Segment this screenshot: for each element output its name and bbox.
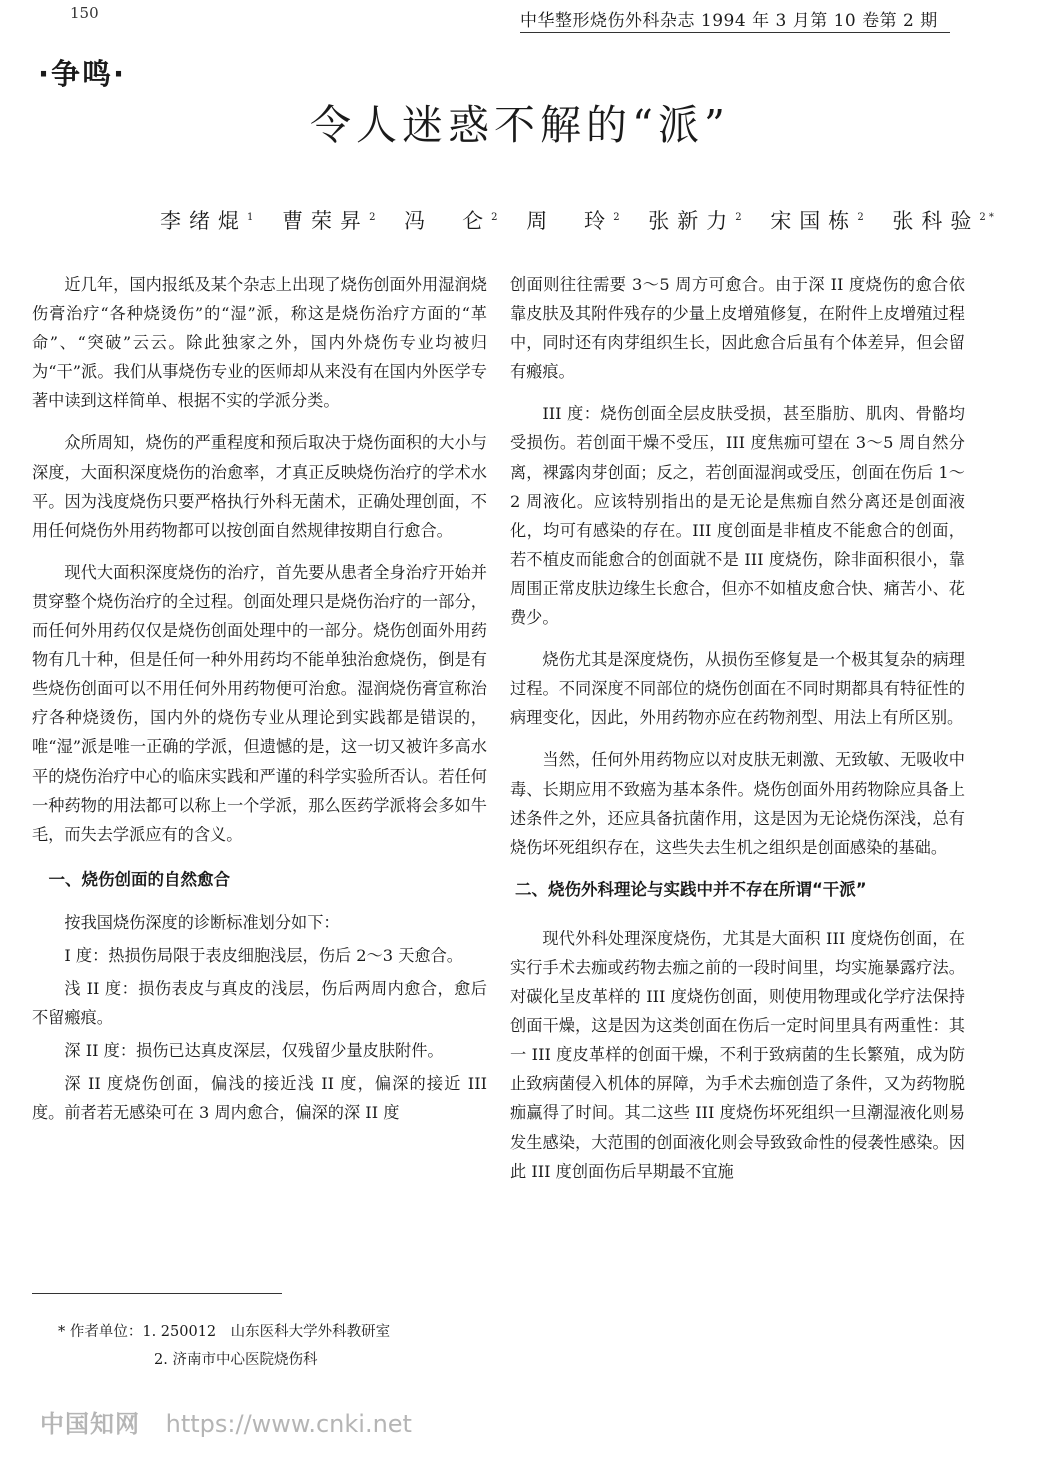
- author-list: [160, 205, 994, 235]
- author-name: 张新力: [648, 209, 736, 233]
- body-paragraph: 深 II 度烧伤创面，偏浅的接近浅 II 度，偏深的接近 III 度。前者若无感染可在 3 周内愈合，偏深的深 II 度: [32, 1074, 487, 1123]
- body-paragraph: 烧伤尤其是深度烧伤，从损伤至修复是一个极其复杂的病理过程。不同深度不同部位的烧伤创面在不同时期都具有特征性的病理变化，因此，外用药物亦应在药物剂型、用法上有所区别。: [510, 650, 965, 728]
- body-paragraph: 现代外科处理深度烧伤，尤其是大面积 III 度烧伤创面，在实行手术去痂或药物去痂之前的一段时间里，均实施暴露疗法。对碳化呈皮革样的 III 度烧伤创面，则使用物理或化学疗法保持创面干燥，这是因为这类创面在伤后一定时间里具有两重性：其一 III 度皮革样的创面干燥，不利于致病菌的生长繁殖，成为防止致病菌侵入机体的屏障，为手术去痂创造了条件，又为药物脱痂赢得了时间。其二这些 III 度烧伤坏死组织一旦潮湿液化则易发生感染，大范围的创面液化则会导致致命性的侵袭性感染。因此 III 度创面伤后早期最不宜施: [510, 928, 965, 1181]
- body-paragraph: 众所周知，烧伤的严重程度和预后取决于烧伤面积的大小与深度，大面积深度烧伤的治愈率，才真正反映烧伤治疗的学术水平。因为浅度烧伤只要严格执行外科无菌术，正确处理创面，不用任何烧伤外用药物都可以按创面自然规律按期自行愈合。: [32, 433, 487, 540]
- author-affiliation-mark: 1: [247, 212, 254, 223]
- body-paragraph: 现代大面积深度烧伤的治疗，首先要从患者全身治疗开始并贯穿整个烧伤治疗的全过程。创面处理只是烧伤治疗的一部分，而任何外用药仅仅是烧伤创面处理中的一部分。烧伤创面外用药物有几十种，但是任何一种外用药均不能单独治愈烧伤，倒是有些烧伤创面可以不用任何外用药物便可治愈。湿润烧伤膏宣称治疗各种烧烫伤，国内外的烧伤专业从理论到实践都是错误的，唯“湿”派是唯一正确的学派，但遗憾的是，这一切又被许多高水平的烧伤治疗中心的临床实践和严谨的科学实验所否认。若任何一种药物的用法都可以称上一个学派，那么医药学派将会多如牛毛，而失去学派应有的含义。: [32, 562, 487, 844]
- body-paragraph: 创面则往往需要 3～5 周方可愈合。由于深 II 度烧伤的愈合依靠皮肤及其附件残存的少量上皮增殖修复，在附件上皮增殖过程中，同时还有肉芽组织生长，因此愈合后虽有个体差异，但会留有瘢痕。: [510, 275, 965, 382]
- footnote-line: * 作者单位：1. 250012 山东医科大学外科教研室: [58, 1324, 391, 1340]
- author-name: 周 玲: [526, 209, 614, 233]
- watermark-url: https://www.cnki.net: [165, 1410, 412, 1438]
- author-affiliation-mark: 2: [369, 212, 376, 223]
- footnote-line: 2. 济南市中心医院烧伤科: [154, 1352, 318, 1368]
- footnote-divider: [32, 1293, 282, 1294]
- author-name: 宋国栋: [770, 209, 858, 233]
- body-paragraph: 当然，任何外用药物应以对皮肤无刺激、无致敏、无吸收中毒、长期应用不致癌为基本条件。烧伤创面外用药物除应具备上述条件之外，还应具备抗菌作用，这是因为无论烧伤深浅，总有烧伤坏死组织存在，这些失去生机之组织是创面感染的基础。: [510, 750, 965, 857]
- body-paragraph: 按我国烧伤深度的诊断标准划分如下：: [64, 912, 340, 932]
- author-affiliation-mark: 2: [735, 212, 742, 223]
- journal-header: 中华整形烧伤外科杂志 1994 年 3 月第 10 卷第 2 期: [520, 6, 950, 33]
- article-title: 令人迷惑不解的“派”: [310, 101, 730, 149]
- author-affiliation-mark: 2: [491, 212, 498, 223]
- body-paragraph: 浅 II 度：损伤表皮与真皮的浅层，伤后两周内愈合，愈后不留瘢痕。: [32, 979, 487, 1028]
- author-name: 李绪焜: [160, 209, 247, 233]
- body-paragraph: 近几年，国内报纸及某个杂志上出现了烧伤创面外用湿润烧伤膏治疗“各种烧烫伤”的“湿”派，称这是烧伤治疗方面的“革命”、“突破”云云。除此独家之外，国内外烧伤专业均被归为“干”派。我们从事烧伤专业的医师却从来没有在国内外医学专著中读到这样简单、根据不实的学派分类。: [32, 275, 487, 411]
- right-column: [510, 270, 965, 1199]
- section-label: ·争鸣·: [38, 57, 127, 91]
- body-paragraph: III 度：烧伤创面全层皮肤受损，甚至脂肪、肌肉、骨骼均受损伤。若创面干燥不受压，III 度焦痂可望在 3～5 周自然分离，裸露肉芽创面；反之，若创面湿润或受压，创面在伤后 1～2 周液化。应该特别指出的是无论是焦痂自然分离还是创面液化，均可有感染的存在。III 度创面是非植皮不能愈合的创面，若不植皮而能愈合的创面就不是 III 度烧伤，除非面积很小，靠周围正常皮肤边缘生长愈合，但亦不如植皮愈合快、痛苦小、花费少。: [510, 404, 965, 628]
- author-affiliation-mark: 2 *: [979, 212, 994, 223]
- author-affiliation-mark: 2: [857, 212, 864, 223]
- footnote: [58, 1318, 390, 1374]
- section-heading: 二、烧伤外科理论与实践中并不存在所谓“干派”: [514, 879, 867, 899]
- author-name: 冯 仑: [404, 209, 492, 233]
- page-number: 150: [70, 4, 99, 22]
- author-name: 曹荣昇: [282, 209, 370, 233]
- author-name: 张科验: [892, 209, 980, 233]
- section-heading: 一、烧伤创面的自然愈合: [48, 869, 230, 889]
- watermark: [40, 1404, 412, 1439]
- body-paragraph: 深 II 度：损伤已达真皮深层，仅残留少量皮肤附件。: [64, 1041, 444, 1061]
- watermark-brand: 中国知网: [40, 1410, 140, 1438]
- left-column: [32, 270, 487, 1141]
- body-paragraph: I 度：热损伤局限于表皮细胞浅层，伤后 2～3 天愈合。: [64, 945, 463, 965]
- author-affiliation-mark: 2: [613, 212, 620, 223]
